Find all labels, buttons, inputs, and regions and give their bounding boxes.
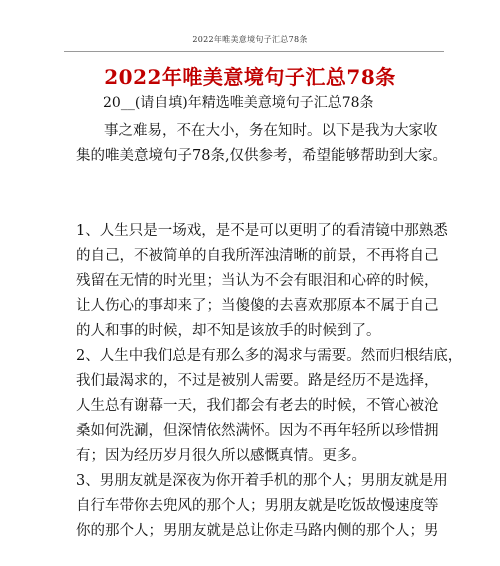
body-text bbox=[76, 219, 463, 544]
body-line: 1、人生只是一场戏，是不是可以更明了的看清镜中那熟悉 bbox=[76, 223, 448, 239]
intro-line: 集的唯美意境句子78条,仅供参考，希望能够帮助到大家。 bbox=[76, 148, 448, 164]
body-line: 桑如何洗涮，但深情依然满怀。因为不再年轻所以珍惜拥 bbox=[76, 423, 439, 439]
running-header: 2022年唯美意境句子汇总78条 bbox=[192, 35, 308, 44]
body-line: 有；因为经历岁月很久所以感慨真情。更多。 bbox=[76, 448, 366, 464]
intro-line: 事之难易，不在大小，务在知时。以下是我为大家收 bbox=[104, 123, 438, 139]
header-divider bbox=[64, 51, 444, 52]
body-line: 的自己，不被简单的自我所浑浊清晰的前景，不再将自己 bbox=[76, 248, 439, 264]
body-line: 人生总有谢幕一天，我们都会有老去的时候，不管心被沧 bbox=[76, 398, 439, 414]
document-title: 2022年唯美意境句子汇总78条 bbox=[104, 65, 396, 89]
body-line: 自行车带你去兜风的那个人；男朋友就是吃饭故慢速度等 bbox=[76, 498, 439, 514]
body-line: 让人伤心的事却来了；当傻傻的去喜欢那原本不属于自己 bbox=[76, 298, 439, 314]
document-subtitle: 20__(请自填)年精选唯美意境句子汇总78条 bbox=[103, 95, 374, 111]
body-line: 2、人生中我们总是有那么多的渴求与需要。然而归根结底， bbox=[76, 348, 463, 364]
body-line: 残留在无情的时光里；当认为不会有眼泪和心碎的时候， bbox=[76, 273, 439, 289]
body-line: 的人和事的时候，却不知是该放手的时候到了。 bbox=[76, 323, 381, 339]
body-line: 你的那个人；男朋友就是总让你走马路内侧的那个人；男 bbox=[76, 523, 439, 539]
body-line: 3、男朋友就是深夜为你开着手机的那个人；男朋友就是用 bbox=[76, 473, 448, 489]
intro-paragraph bbox=[76, 119, 446, 169]
body-line: 我们最渴求的，不过是被别人需要。路是经历不是选择， bbox=[76, 373, 439, 389]
